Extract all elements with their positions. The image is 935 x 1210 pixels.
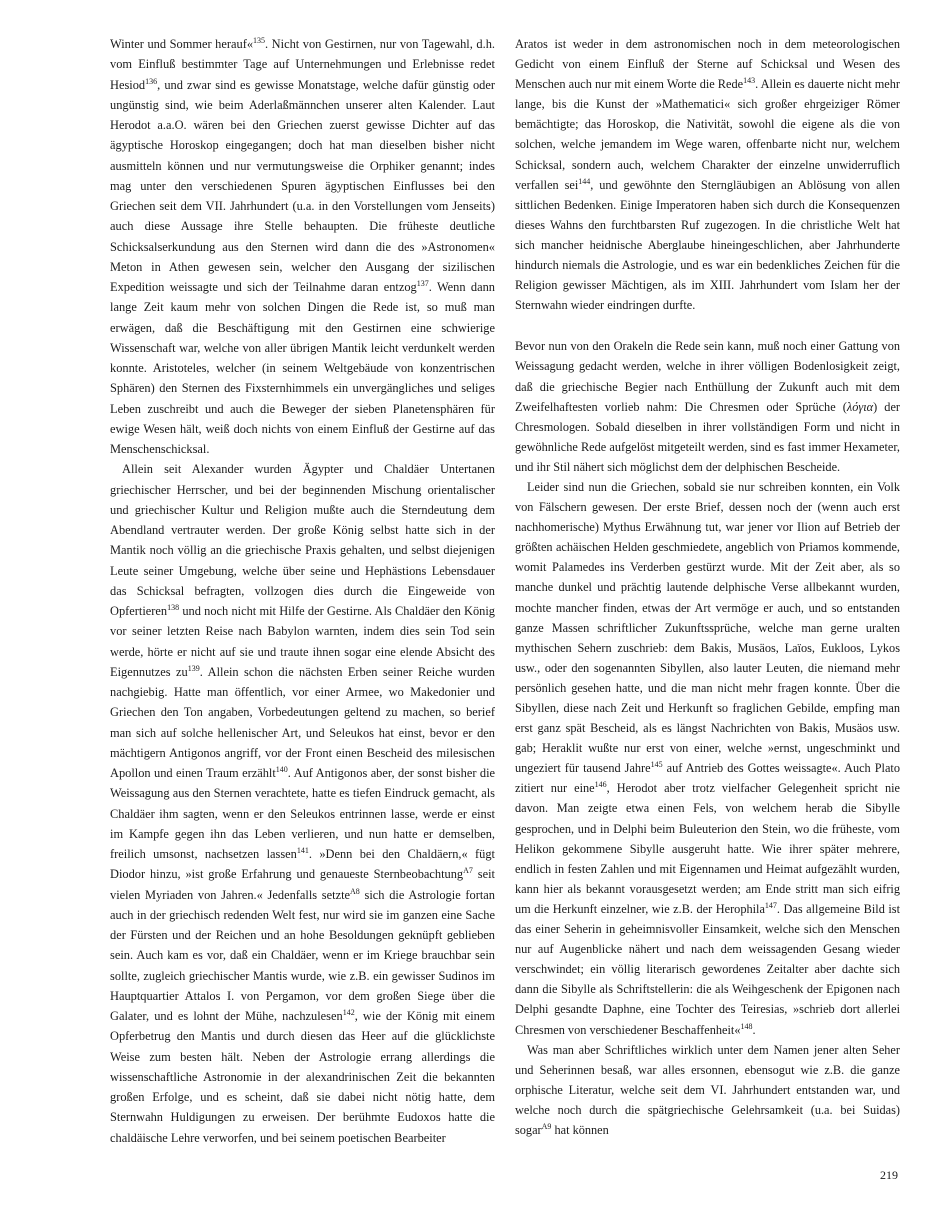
text-run: Allein seit Alexander wurden Ägypter und Chaldäer Untertanen griechischer Herrscher, und bei der beginnenden Mischung orientalischer und griechischer Kultur und Religion mußte auch die Sterndeutung dem Abendland vertrauter werden. Der große König selbst hatte sich in der Mantik noch völlig an die griechische Praxis gehalten, und selbst diejenigen Leute seiner Umgebung, welche über seine und Hephästions Lebensdauer das Schicksal befragten, vollzogen dies durch die Eingeweide von Opfertieren [110, 462, 495, 618]
annotation-ref: A7 [463, 866, 473, 876]
text-run: sich die Astrologie fortan auch in der griechisch redenden Welt fest, nur wird sie im ganzen eine Sache der Fürsten und der Reichen und an hohe Besoldungen geknüpft geblieben sein. Auch kam es vor, daß ein Chaldäer, wenn er im Kriege brauchbar sein sollte, zugleich griechischer Mantis wurde, wie z.B. ein gewisser Sudinos im Hauptquartier Attalos I. von Pergamon, vor dem großen Siege über die Galater, und es lohnt der Mühe, nachzulesen [110, 887, 496, 1023]
annotation-ref: A8 [350, 886, 360, 896]
footnote-ref: 136 [145, 76, 158, 86]
footnote-ref: 137 [416, 279, 429, 288]
footnote-ref: 138 [167, 603, 180, 612]
footnote-ref: 147 [764, 900, 777, 910]
text-run: Leider sind nun die Griechen, sobald sie nur schreiben konnten, ein Volk von Fälschern gewesen. Der erste Brief, dessen noch der (wenn auch erst nachhomerische) Mythus Erwähnung tut, war jener vor Ilion auf Betrieb der größten achäischen Helden geschmiedete, angeblich von Priamos kommende, womit Palamedes ins Verderben gestürzt wurde. Mit der Zeit aber, als so manche dunkel und prächtig lautende delphische Verse allbekannt wurden, mochte mancher finden, etwas der Art vermöge er auch, und so entstanden ganze Massen schriftlicher Zukunftssprüche, welche man gerne uralten mythischen Sehern zuschrieb: dem Bakis, Musäos, Laïos, Eukloos, Lykos usw., oder den sogenannten Sibyllen, also lauter Leuten, die niemand mehr persönlich gesehen hatte, und die man nicht mehr fragen konnte. Über die Sibyllen, diese nach Zeit und Herkunft so fraglichen Gebilde, empfing man erst ganz spät Bescheid, als es längst Nachrichten von Bakis, Musäos usw. gab; Heraklit wußte nur erst von einer, welche »ernst, ungeschminkt und ungeziert für tausend Jahre [515, 479, 900, 776]
text-run: , und gewöhnte den Sterngläubigen an Ablösung von allen sittlichen Bedenken. Einige Imperatoren haben sich durch die Konsequenzen dieses Wahns den furchtbarsten Ruf zugezogen. In die christliche Welt hat sich mancher heidnische Aberglaube hineingeschlichen, aber Jahrhunderte hindurch niemals die Astrologie, und es war ein bedenkliches Zeichen für die Religion gewisser Mächtigen, als im XIII. Jahrhundert vom Islam her der Sternwahn wieder eindringen durfte. [515, 177, 900, 313]
footnote-ref: 146 [594, 780, 607, 790]
text-run: hat können [551, 1122, 609, 1137]
page-number: 219 [880, 1168, 898, 1182]
left-column [110, 34, 495, 1148]
footnote-ref: 144 [578, 176, 591, 186]
text-run: . »Denn bei den Chaldäern,« fügt Diodor hinzu, »ist große Erfahrung und genaueste Sternbeobachtung [110, 847, 495, 882]
text-run: ) der Chresmologen. Sobald dieselben in ihrer vollständigen Form und nicht in gewöhnliche Rede aufgelöst mitgeteilt werden, sind es fast immer Hexameter, und ihr Stil nähert sich möglichst dem der delphischen Bescheide. [515, 399, 901, 474]
footnote-ref: 145 [650, 760, 663, 770]
text-run: . Das allgemeine Bild ist das einer Seherin in geheimnisvoller Einsamkeit, welche sich den Menschen nur auf Augenblicke nähert und nach dem weissagenden Gesang wieder verschwindet; ein völlig literarisch gewordenes Zeitalter aber dachte sich dann die Sibylle als Schriftstellerin: die als Weihgeschenk der Epigonen nach Delphi gesandte Daphne, eine Tochter des Teiresias, »schrieb dort allerlei Chresmen von verschiedener Beschaffenheit« [515, 901, 900, 1037]
footnote-ref: 143 [743, 76, 756, 86]
paragraph [515, 1040, 900, 1140]
right-column [515, 34, 900, 1140]
text-run: seit vielen Myriaden von Jahren.« Jedenfalls setzte [110, 867, 495, 902]
footnote-ref: 140 [275, 765, 288, 774]
footnote-ref: 139 [187, 663, 200, 673]
paragraph [110, 34, 495, 459]
paragraph [515, 336, 900, 477]
text-run: Aratos ist weder in dem astronomischen noch in dem meteorologischen Gedicht von einem Einfluß der Sterne auf Schicksal und Wesen des Menschen auch nur mit einem Worte die Rede [515, 37, 900, 92]
greek-term: λόγια [846, 399, 874, 414]
text-run: Was man aber Schriftliches wirklich unter dem Namen jener alten Seher und Seherinnen besaß, war alles ersonnen, ebensogut wie z.B. die ganze orphische Literatur, welche seit dem VI. Jahrhundert entstanden war, und welche noch durch die spätgriechische Gelehrsamkeit (u.a. bei Suidas) sogar [515, 1042, 900, 1137]
text-run: Bevor nun von den Orakeln die Rede sein kann, muß noch einer Gattung von Weissagung gedacht werden, welche in ihrer völligen Bodenlosigkeit zeigt, daß die griechische Begier nach Enthüllung der Zukunft auch mit dem Zweifelhaftesten vorlieb nahm: Die Chresmen oder Sprüche ( [515, 339, 900, 414]
footnote-ref: 148 [740, 1021, 753, 1031]
footnote-ref: 142 [342, 1008, 355, 1017]
text-run: Winter und Sommer herauf« [110, 37, 254, 51]
text-run: . [752, 1022, 756, 1037]
paragraph [110, 459, 495, 1148]
annotation-ref: A9 [541, 1121, 552, 1131]
text-run: . Auf Antigonos aber, der sonst bisher die Weissagung aus den Sternen verachtete, hatte es tiefen Eindruck gemacht, als Chaldäer ihm sagten, wenn er den Seleukos entrinnen lasse, werde er einst im Kampfe gegen ihn das Leben verlieren, und nun hatte er demselben, freilich umsonst, nachsetzen lassen [110, 766, 496, 861]
text-run: , und zwar sind es gewisse Monatstage, welche dafür günstig oder ungünstig sind, wie beim Aderlaßmännchen unserer alten Kalender. Laut Herodot a.a.O. wären bei den Griechen zuerst gewisse Dichter auf das ägyptische Horoskop eingegangen; doch hat man dieselben bisher nicht ausmitteln können und nur vermutungsweise die Orphiker genannt; indes mag unter den verschiedenen Spuren ägyptischen Einflusses bei den Griechen seit dem VII. Jahrhundert (u.a. in den Vorstellungen vom Jenseits) auch diese Aussage ihre Stelle behaupten. Die früheste deutliche Schicksalserkundung aus den Sternen wird dann die des »Astronomen« Meton in Athen gewesen sein, welcher den Ausgang der sizilischen Expedition weissagte und sich der Teilnahme daran entzog [110, 77, 495, 294]
text-run: . Nicht von Gestirnen, nur von Tagewahl, d.h. vom Einfluß bestimmter Tage auf Unternehmungen und Erlebnisse redet Hesiod [110, 37, 495, 92]
footnote-ref: 141 [296, 846, 309, 855]
text-run: . Allein schon die nächsten Erben seiner Reiche wurden nachgiebig. Hatte man öffentlich, vor einer Armee, wo Makedonier und Griechen den Ton angaben, Vorbedeutungen geltend zu machen, so berief man sich auf solche hellenischer Art, und Seleukos hat einst, bevor er den mächtigern Antigonos angriff, vor der Front einen Bescheid des milesischen Apollon und einen Traum erzählt [110, 664, 495, 780]
text-run: . Wenn dann lange Zeit kaum mehr von solchen Dingen die Rede ist, so muß man erwägen, daß die Beschäftigung mit den Gestirnen eine schwierige Wissenschaft war, welche von aller übrigen Mantik leicht verdunkelt werden konnte. Aristoteles, welcher (in seinem Weltgebäude von konzentrischen Sphären) den Sternen des Fixsternhimmels ein unvergängliches und seliges Leben zuschreibt und auch die Beweger der sieben Planetensphären für ewige Wesen hält, weiß doch nichts von einem Einfluß der Gestirne auf das Menschenschicksal. [110, 280, 496, 456]
footnote-ref: 135 [253, 36, 266, 45]
text-run: , Herodot aber trotz vielfacher Gelegenheit spricht nie davon. Man zeigte etwa einen Fels, von welchem herab die Sibylle gesprochen, und in Delphi beim Buleuterion den Stein, wo die früheste, vom Helikon gekommene Sibylle ausgeruht hatte. Wie ihrer später mehrere, endlich in festen Zahlen und mit Eigennamen und Heimat aufgezählt wurden, kann hier als bekannt vorausgesetzt werden; am Ende stritt man sich eifrig um die Herkunft einzelner, wie z.B. der Herophila [515, 781, 900, 916]
text-run: . Allein es dauerte nicht mehr lange, bis die Kunst der »Mathematici« sich großer ehrgeiziger Römer bemächtigte; das Horoskop, die Nativität, sowohl die eigene als die von solchen, welche jemandem im Wege waren, offenbarte nicht nur, welchem Schicksal, sondern auch, welchem Charakter der einzelne unwiderruflich verfallen sei [515, 77, 900, 192]
paragraph [515, 477, 900, 1040]
text-run: auf Antrieb des Gottes weissagte«. Auch Plato zitiert nur eine [515, 761, 900, 796]
text-run: und noch nicht mit Hilfe der Gestirne. Als Chaldäer den König vor seiner letzten Reise nach Babylon warnten, indem dies sein Tod sein werde, hörte er nicht auf sie und traute ihnen sogar eine elende Absicht des Eigennutzes zu [110, 604, 495, 679]
paragraph [515, 34, 900, 315]
text-run: , wie der König mit einem Opferbetrug den Mantis und durch diesen das Heer auf die glücklichste Weise zum besten hält. Neben der Astrologie errang allerdings die wissenschaftliche Astronomie in der alexandrinischen Zeit die bekannten großen Erfolge, und es scheint, daß sie dabei nicht nötig hatte, dem Sternwahn Huldigungen zu erweisen. Der berühmte Eudoxos hatte die chaldäische Lehre verworfen, und bei seinem poetischen Bearbeiter [110, 1009, 495, 1145]
